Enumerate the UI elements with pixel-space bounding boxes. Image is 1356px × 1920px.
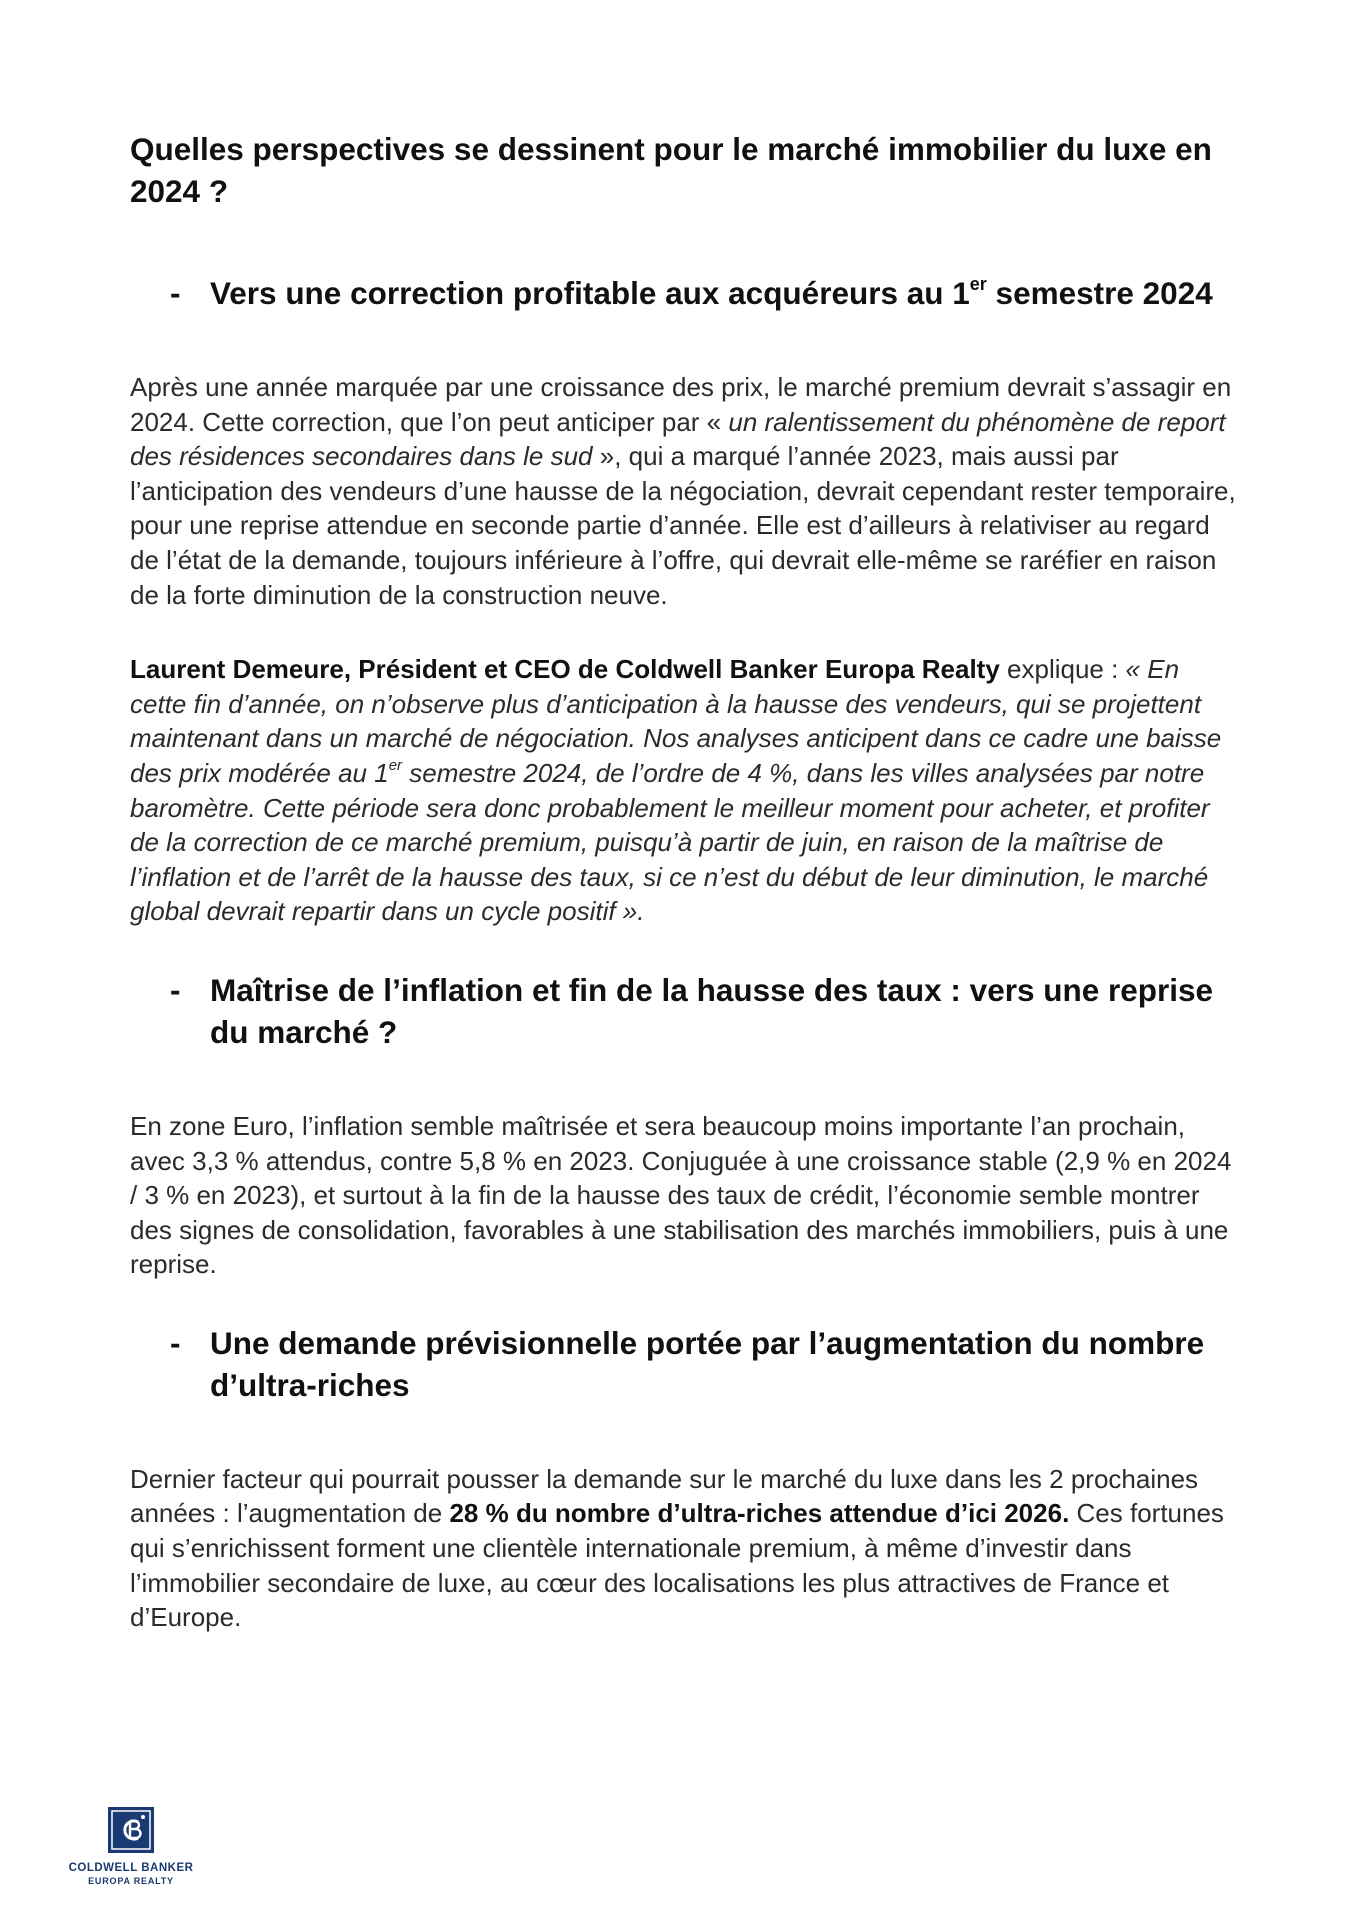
section-heading-inflation: - Maîtrise de l’inflation et fin de la hausse des taux : vers une reprise du marché ?: [170, 969, 1240, 1053]
paragraph-correction: Après une année marquée par une croissance des prix, le marché premium devrait s’assagir en 2024. Cette correction, que l’on peut anticiper par « un ralentissement du phénomène de report des résidences secondaires dans le sud », qui a marqué l’année 2023, mais aussi par l’anticipation des vendeurs d’une hausse de la négociation, devrait cependant rester temporaire, pour une reprise attendue en seconde partie d’année. Elle est d’ailleurs à relativiser au regard de l’état de la demande, toujours inférieure à l’offre, qui devrait elle-même se raréfier en raison de la forte diminution de la construction neuve.: [130, 372, 1236, 610]
paragraph-inflation: En zone Euro, l’inflation semble maîtrisée et sera beaucoup moins importante l’an prochain, avec 3,3 % attendus, contre 5,8 % en 2023. Conjuguée à une croissance stable (2,9 % en 2024 / 3 % en 2023), et surtout à la fin de la hausse des taux de crédit, l’économie semble montrer des signes de consolidation, favorables à une stabilisation des marchés immobiliers, puis à une reprise.: [130, 1110, 1232, 1280]
section-heading-demand: - Une demande prévisionnelle portée par l’augmentation du nombre d’ultra-riches: [170, 1322, 1240, 1406]
bullet-dash: -: [170, 1324, 181, 1361]
section-heading-correction: - Vers une correction profitable aux acquéreurs au 1er semestre 2024: [170, 272, 1240, 314]
paragraph-demand: Dernier facteur qui pourrait pousser la demande sur le marché du luxe dans les 2 prochaines années : l’augmentation de 28 % du nombre d’ultra-riches attendue d’ici 2026. Ces fortunes qui s’enrichissent forment une clientèle internationale premium, à même d’investir dans l’immobilier secondaire de luxe, au cœur des localisations les plus attractives de France et d’Europe.: [130, 1463, 1224, 1633]
coldwell-banker-logo: [56, 1807, 206, 1887]
cb-monogram-graphic: [108, 1807, 154, 1853]
cb-monogram-icon: [108, 1807, 154, 1853]
page-title: Quelles perspectives se dessinent pour le marché immobilier du luxe en 2024 ?: [130, 131, 1212, 209]
bullet-dash: -: [170, 971, 181, 1008]
speaker-name: Laurent Demeure, Président et CEO de Coldwell Banker Europa Realty: [130, 654, 1000, 685]
logo-text-line2: EUROPA REALTY: [88, 1876, 174, 1886]
bullet-dash: -: [170, 275, 181, 311]
logo-text-line1: COLDWELL BANKER: [68, 1862, 194, 1874]
document-page: [130, 128, 1240, 1675]
paragraph-quote-ceo: Laurent Demeure, Président et CEO de Coldwell Banker Europa Realty explique : « En cette fin d’année, on n’observe plus d’anticipation à la hausse des vendeurs, qui se projettent maintenant dans un marché de négociation. Nos analyses anticipent dans ce cadre une baisse des prix modérée au 1er semestre 2024, de l’ordre de 4 %, dans les villes analysées par notre baromètre. Cette période sera donc probablement le meilleur moment pour acheter, et profiter de la correction de ce marché premium, puisqu’à partir de juin, en raison de la maîtrise de l’inflation et de l’arrêt de la hausse des taux, si ce n’est du début de leur diminution, le marché global devrait repartir dans un cycle positif ».: [130, 654, 1222, 927]
